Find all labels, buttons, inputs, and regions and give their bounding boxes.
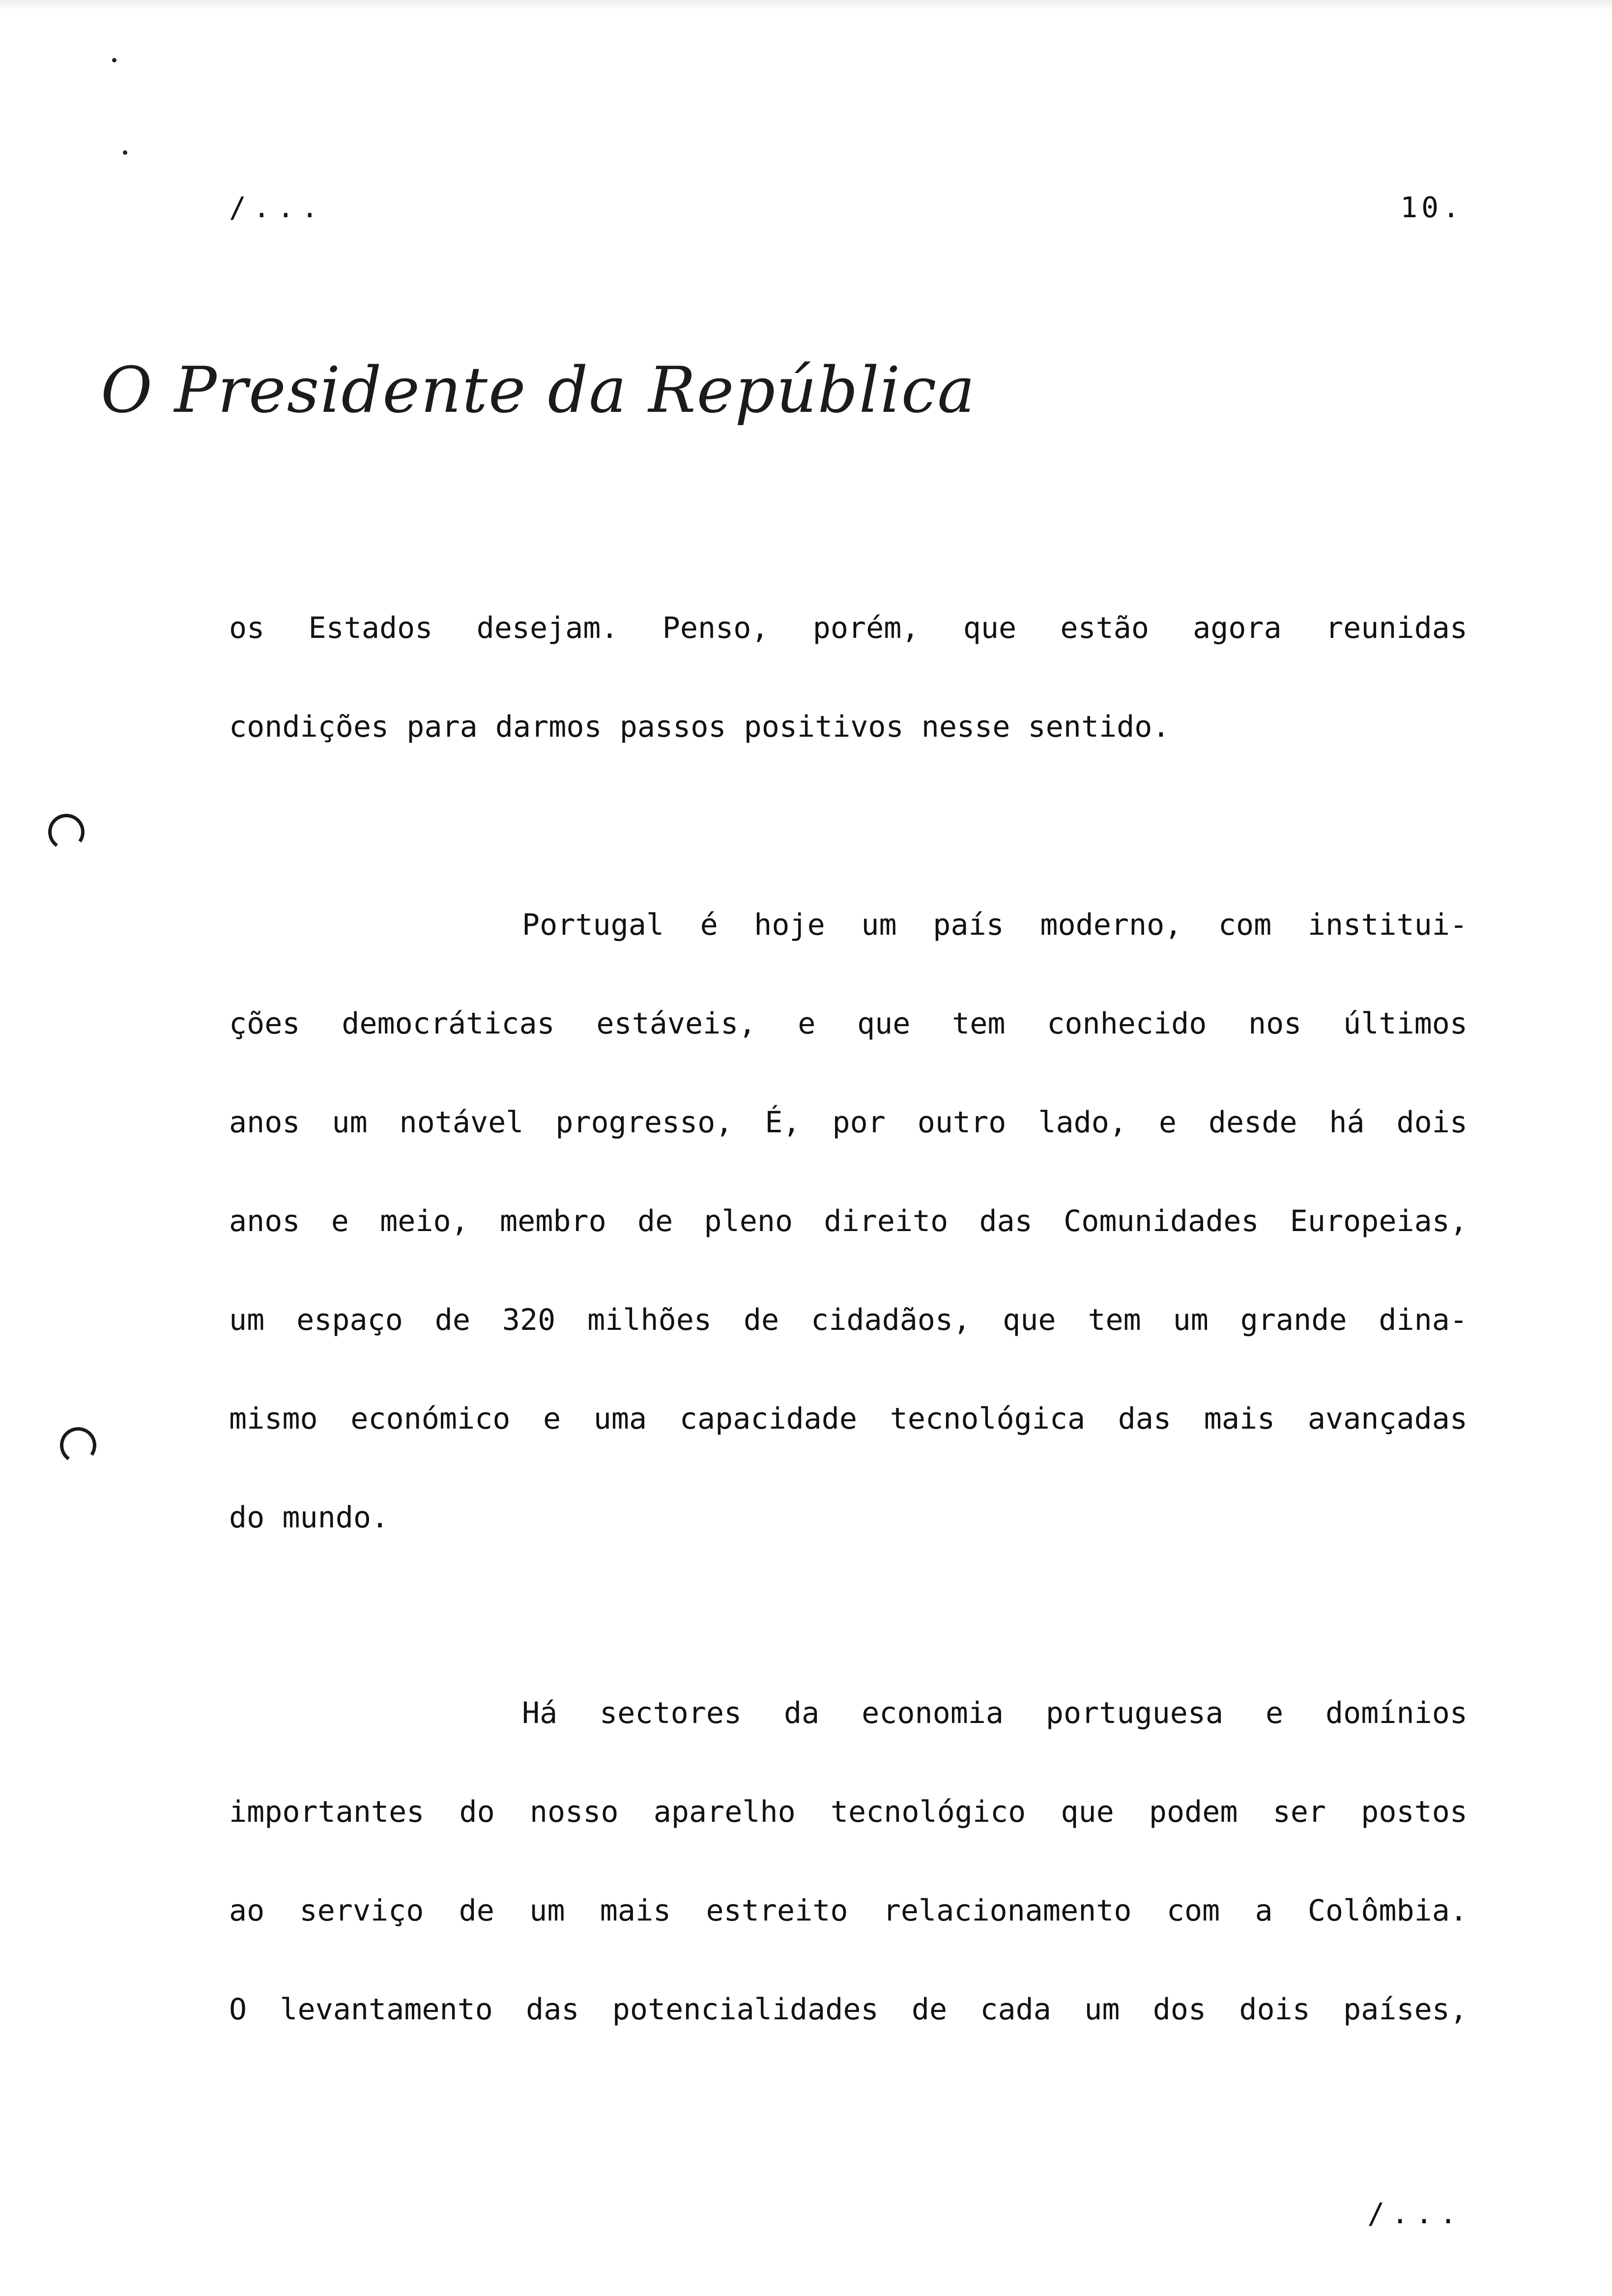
text-line: O levantamento das potencialidades de cada um dos dois países, — [229, 1992, 1468, 2027]
letterhead-title: O Presidente da República — [101, 354, 976, 427]
paragraph-1 — [229, 613, 1468, 811]
scan-speck — [112, 58, 116, 62]
text-line: os Estados desejam. Penso, porém, que estão agora reunidas — [229, 611, 1468, 645]
header-continuation-mark: /... — [229, 191, 325, 224]
page-number: 10. — [1400, 191, 1464, 224]
punch-hole-mark — [57, 1424, 99, 1466]
text-line: do mundo. — [229, 1500, 389, 1535]
text-line: Portugal é hoje um país moderno, com institui- — [522, 908, 1468, 942]
scan-edge-shadow — [0, 0, 1612, 11]
text-line: mismo económico e uma capacidade tecnológica das mais avançadas — [229, 1402, 1468, 1436]
text-line: um espaço de 320 milhões de cidadãos, que tem um grande dina- — [229, 1303, 1468, 1337]
paragraph-2 — [229, 910, 1468, 1602]
paragraph-3 — [229, 1698, 1468, 2094]
punch-hole-mark — [45, 811, 87, 853]
text-line: importantes do nosso aparelho tecnológico que podem ser postos — [229, 1795, 1468, 1829]
text-line: ao serviço de um mais estreito relacionamento com a Colômbia. — [229, 1894, 1468, 1928]
text-line: condições para darmos passos positivos nesse sentido. — [229, 710, 1170, 744]
scan-speck — [123, 150, 127, 155]
text-line: anos e meio, membro de pleno direito das Comunidades Europeias, — [229, 1204, 1468, 1238]
text-line: Há sectores da economia portuguesa e domínios — [522, 1696, 1468, 1730]
text-line: ções democráticas estáveis, e que tem conhecido nos últimos — [229, 1006, 1468, 1041]
text-line: anos um notável progresso, É, por outro lado, e desde há dois — [229, 1105, 1468, 1140]
footer-continuation-mark: /... — [1367, 2197, 1464, 2230]
